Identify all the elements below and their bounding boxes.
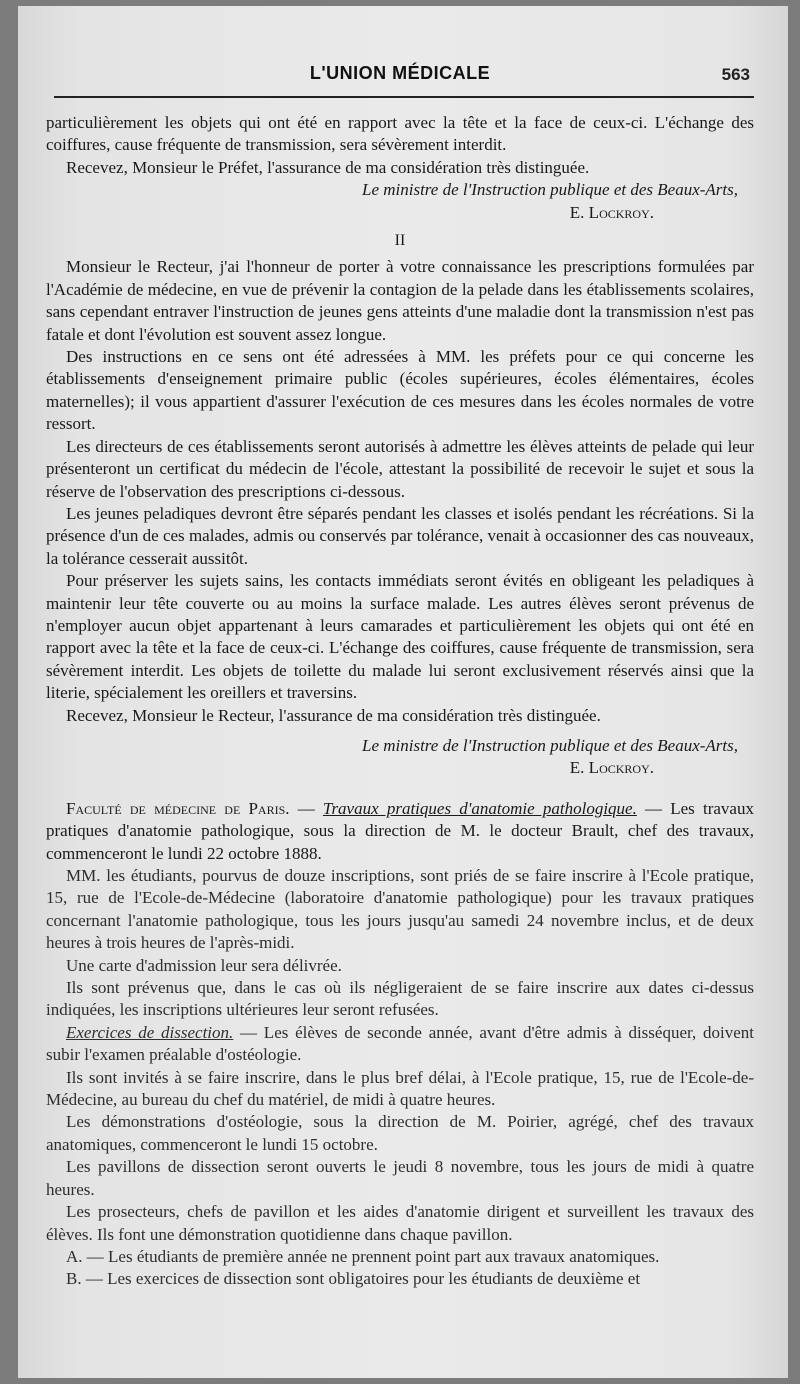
paragraph: MM. les étudiants, pourvus de douze inscriptions, sont priés de se faire inscrire à l'Ecole pratique, 15, rue de l'Ecole-de-Médecine (laboratoire d'anatomie pathologique) pour les travaux pratiques concernant l'anatomie pathologique, tous les jours jusqu'au samedi 24 novembre inclus, et de deux heures à trois heures de l'après-midi.	[46, 866, 754, 953]
paragraph: Une carte d'admission leur sera délivrée.	[66, 955, 342, 975]
spacer	[46, 780, 754, 798]
page-number: 563	[721, 65, 750, 84]
signature-name: E. Lockroy.	[569, 202, 654, 222]
signature-title: Le ministre de l'Instruction publique et des Beaux-Arts,	[361, 735, 738, 755]
body-text	[46, 112, 754, 1291]
signature-title: Le ministre de l'Instruction publique et des Beaux-Arts,	[361, 180, 738, 200]
section-number: II	[394, 232, 406, 250]
paragraph: Monsieur le Recteur, j'ai l'honneur de porter à votre connaissance les prescriptions formulées par l'Académie de médecine, en vue de prévenir la contagion de la pelade dans les établissements scolaires, sans cependant entraver l'instruction de jeunes gens atteints d'une maladie dont la transmission n'est pas fatale et dont l'évolution est souvent assez longue.	[46, 257, 754, 344]
paragraph: Ils sont prévenus que, dans le cas où ils négligeraient de se faire inscrire aux dates ci-dessus indiquées, les inscriptions ultérieures leur seront refusées.	[46, 978, 754, 1020]
document-page	[18, 6, 788, 1378]
paragraph: Recevez, Monsieur le Recteur, l'assurance de ma considération très distinguée.	[66, 705, 601, 725]
paragraph: A. — Les étudiants de première année ne prennent point part aux travaux anatomiques.	[66, 1246, 660, 1266]
dash: —	[289, 798, 323, 818]
notice-text: — Les travaux pratiques d'anatomie pathologique, sous la direction de M. le docteur Brault, chef des travaux, commenceront le lundi 22 octobre 1888.	[46, 798, 754, 863]
paragraph: B. — Les exercices de dissection sont obligatoires pour les étudiants de deuxième et	[66, 1269, 641, 1289]
running-head	[46, 62, 754, 90]
paragraph: Les directeurs de ces établissements seront autorisés à admettre les élèves atteints de pelade qui leur présenteront un certificat du médecin de l'école, attestant la possibilité de recevoir le sujet et sous la réserve de l'observation des prescriptions ci-dessous.	[46, 436, 754, 501]
paragraph: Les jeunes peladiques devront être séparés pendant les classes et isolés pendant les récréations. Si la présence d'un de ces malades, admis ou conservés par tolérance, venait à occasionner des cas nouveaux, la tolérance cesserait aussitôt.	[46, 503, 754, 568]
paragraph: Pour préserver les sujets sains, les contacts immédiats seront évités en obligeant les peladiques à maintenir leur tête couverte ou au moins la surface malade. Les autres élèves seront prévenus de n'employer aucun objet appartenant à leurs camarades et particulièrement les objets qui ont été en rapport avec la tête et la face de ceux-ci. L'échange des coiffures, cause fréquente de transmission, sera sévèrement interdit. Les objets de toilette du malade lui seront exclusivement réservés ainsi que la literie, spécialement les oreillers et traversins.	[46, 571, 754, 703]
subsection-title: Exercices de dissection.	[66, 1022, 234, 1042]
signature-name: E. Lockroy.	[569, 758, 654, 778]
paragraph: Les pavillons de dissection seront ouverts le jeudi 8 novembre, tous les jours de midi à quatre heures.	[46, 1157, 754, 1199]
paragraph-text: — Les élèves de seconde année, avant d'être admis à disséquer, doivent subir l'examen préalable d'ostéologie.	[46, 1022, 754, 1065]
paragraph: particulièrement les objets qui ont été en rapport avec la tête et la face de ceux-ci. L'échange des coiffures, cause fréquente de transmission, sera sévèrement interdit.	[46, 113, 754, 155]
paragraph: Des instructions en ce sens ont été adressées à MM. les préfets pour ce qui concerne les établissements d'enseignement primaire public (écoles supérieures, écoles élémentaires, écoles maternelles); il vous appartient d'assurer l'exécution de ces mesures dans les écoles normales de votre ressort.	[46, 347, 754, 434]
header-rule	[54, 96, 754, 98]
paragraph: Les démonstrations d'ostéologie, sous la direction de M. Poirier, agrégé, chef des travaux anatomiques, commenceront le lundi 15 octobre.	[46, 1112, 754, 1154]
faculty-notice	[46, 798, 754, 865]
spacer	[46, 727, 754, 735]
page-content	[46, 6, 754, 1378]
faculty-name: Faculté de médecine de Paris.	[66, 798, 290, 818]
paragraph: Recevez, Monsieur le Préfet, l'assurance de ma considération très distinguée.	[66, 157, 590, 177]
paragraph: Les prosecteurs, chefs de pavillon et les aides d'anatomie dirigent et surveillent les travaux des élèves. Ils font une démonstration quotidienne dans chaque pavillon.	[46, 1202, 754, 1244]
paragraph	[46, 1022, 754, 1067]
notice-title: Travaux pratiques d'anatomie pathologique.	[322, 798, 637, 818]
paragraph: Ils sont invités à se faire inscrire, dans le plus bref délai, à l'Ecole pratique, 15, rue de l'Ecole-de-Médecine, au bureau du chef du matériel, de midi à quatre heures.	[46, 1067, 754, 1110]
journal-title: L'UNION MÉDICALE	[309, 63, 491, 83]
